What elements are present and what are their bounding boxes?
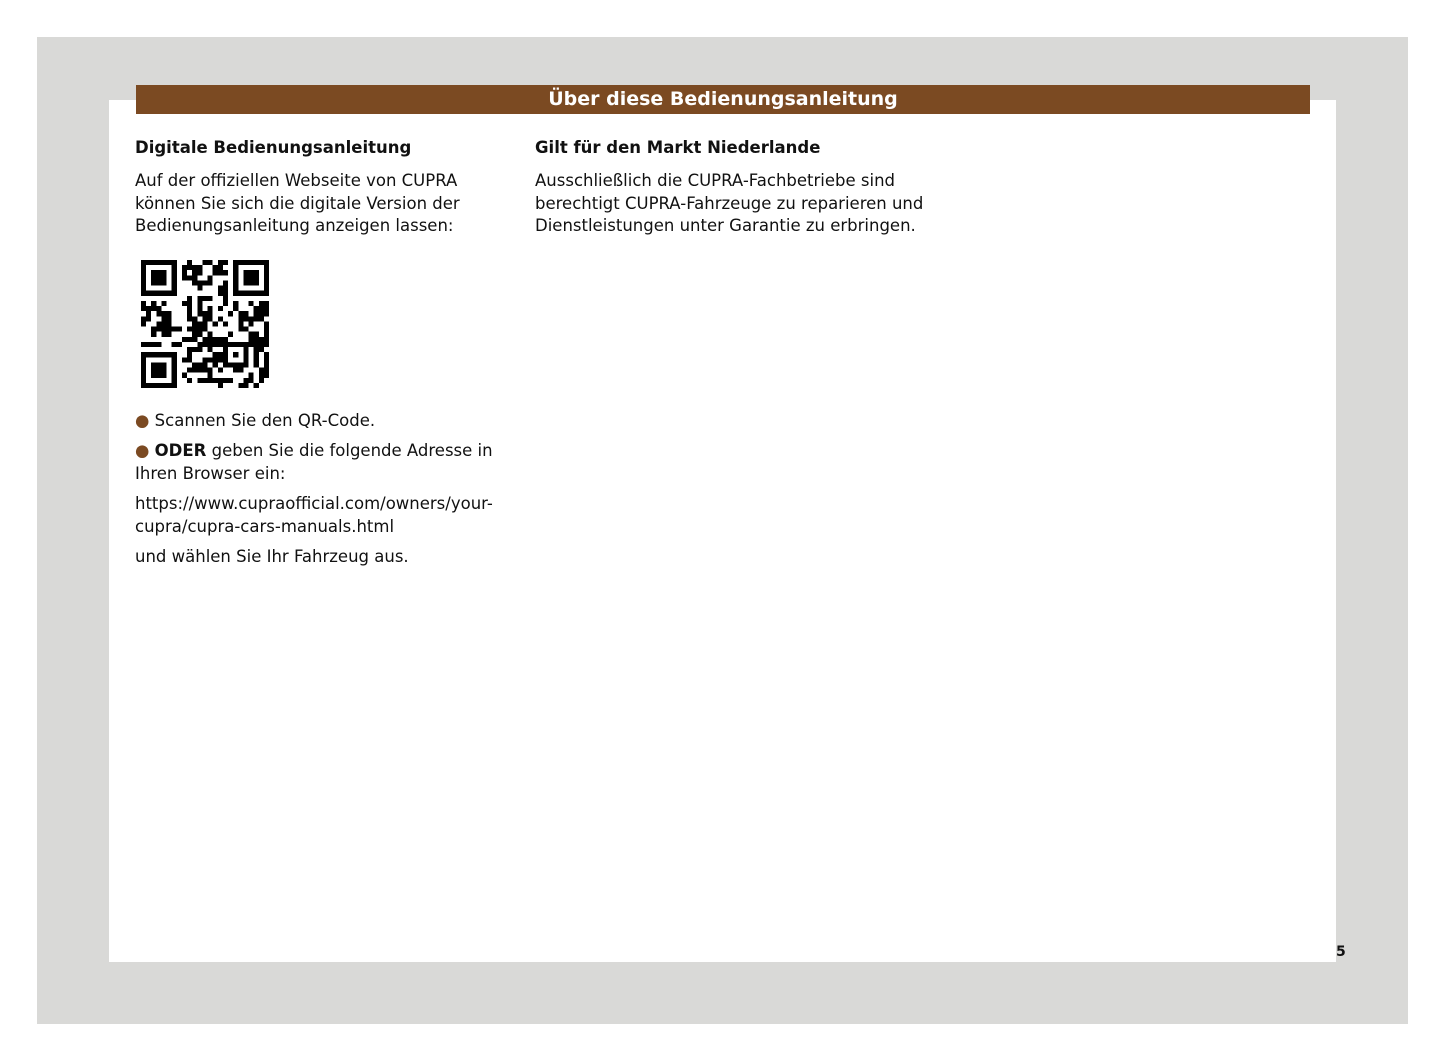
market-heading: Gilt für den Markt Niederlande [535,138,821,157]
bullet-address-text: geben Sie die folgende Adresse in Ihren Browser ein: [135,441,493,483]
page-number: 5 [1336,944,1346,960]
qr-code-icon[interactable] [141,260,269,388]
section-header: Über diese Bedienungsanleitung [136,85,1310,114]
digital-manual-intro: Auf der offiziellen Webseite von CUPRA können Sie sich die digitale Version der Bedienungsanleitung anzeigen lassen: [135,171,460,235]
bullet-scan [135,410,515,433]
digital-manual-heading: Digitale Bedienungsanleitung [135,138,412,157]
bullet-address [135,440,515,485]
bullet-dot-icon: ● [135,410,150,430]
digital-manual-outro: und wählen Sie Ihr Fahrzeug aus. [135,547,409,566]
bullet-address-bold: ODER [154,441,207,460]
left-column [135,137,515,569]
bullet-scan-text: Scannen Sie den QR-Code. [154,410,376,430]
manual-url-link[interactable]: https://www.cupraofficial.com/owners/your-cupra/cupra-cars-manuals.html [135,494,493,536]
bullet-dot-icon: ● [135,441,150,460]
market-text: Ausschließlich die CUPRA-Fachbetriebe sind berechtigt CUPRA-Fahrzeuge zu reparieren und Dienstleistungen unter Garantie zu erbringen. [535,171,924,235]
right-column [535,137,925,238]
